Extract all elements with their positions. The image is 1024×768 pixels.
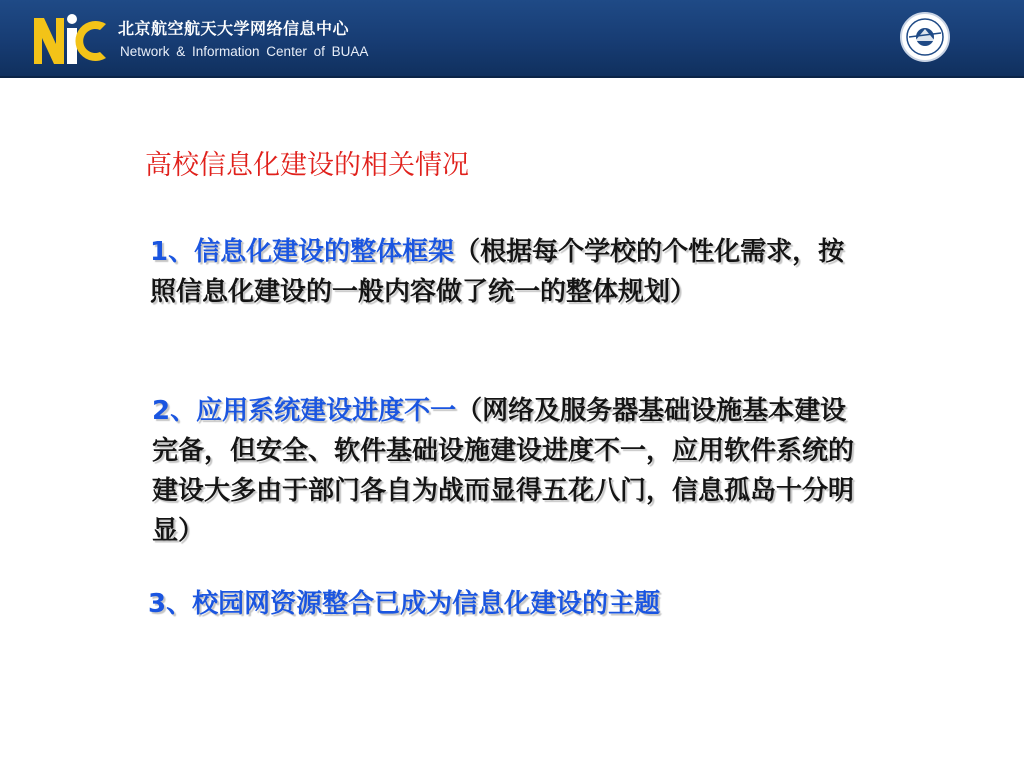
org-name-en: Network & Information Center of BUAA [120, 44, 369, 59]
point-1-heading: 1、信息化建设的整体框架 [150, 237, 455, 267]
header-banner [0, 0, 1024, 78]
org-name-cn: 北京航空航天大学网络信息中心 [118, 19, 350, 38]
point-1-detail: （根据每个学校的个性化需求，按照信息化建设的一般内容做了统一的整体规划） [150, 237, 845, 307]
point-2 [152, 391, 872, 551]
university-seal-icon [899, 11, 951, 63]
point-3 [148, 584, 868, 624]
slide-title: 高校信息化建设的相关情况 [145, 150, 469, 181]
point-1 [150, 232, 870, 312]
point-2-detail: （网络及服务器基础设施基本建设完备，但安全、软件基础设施建设进度不一，应用软件系统的建设大多由于部门各自为战而显得五花八门，信息孤岛十分明显） [152, 396, 855, 546]
point-2-heading: 2、应用系统建设进度不一 [152, 396, 457, 426]
nic-logo [32, 10, 108, 68]
point-3-heading: 3、校园网资源整合已成为信息化建设的主题 [148, 589, 661, 619]
